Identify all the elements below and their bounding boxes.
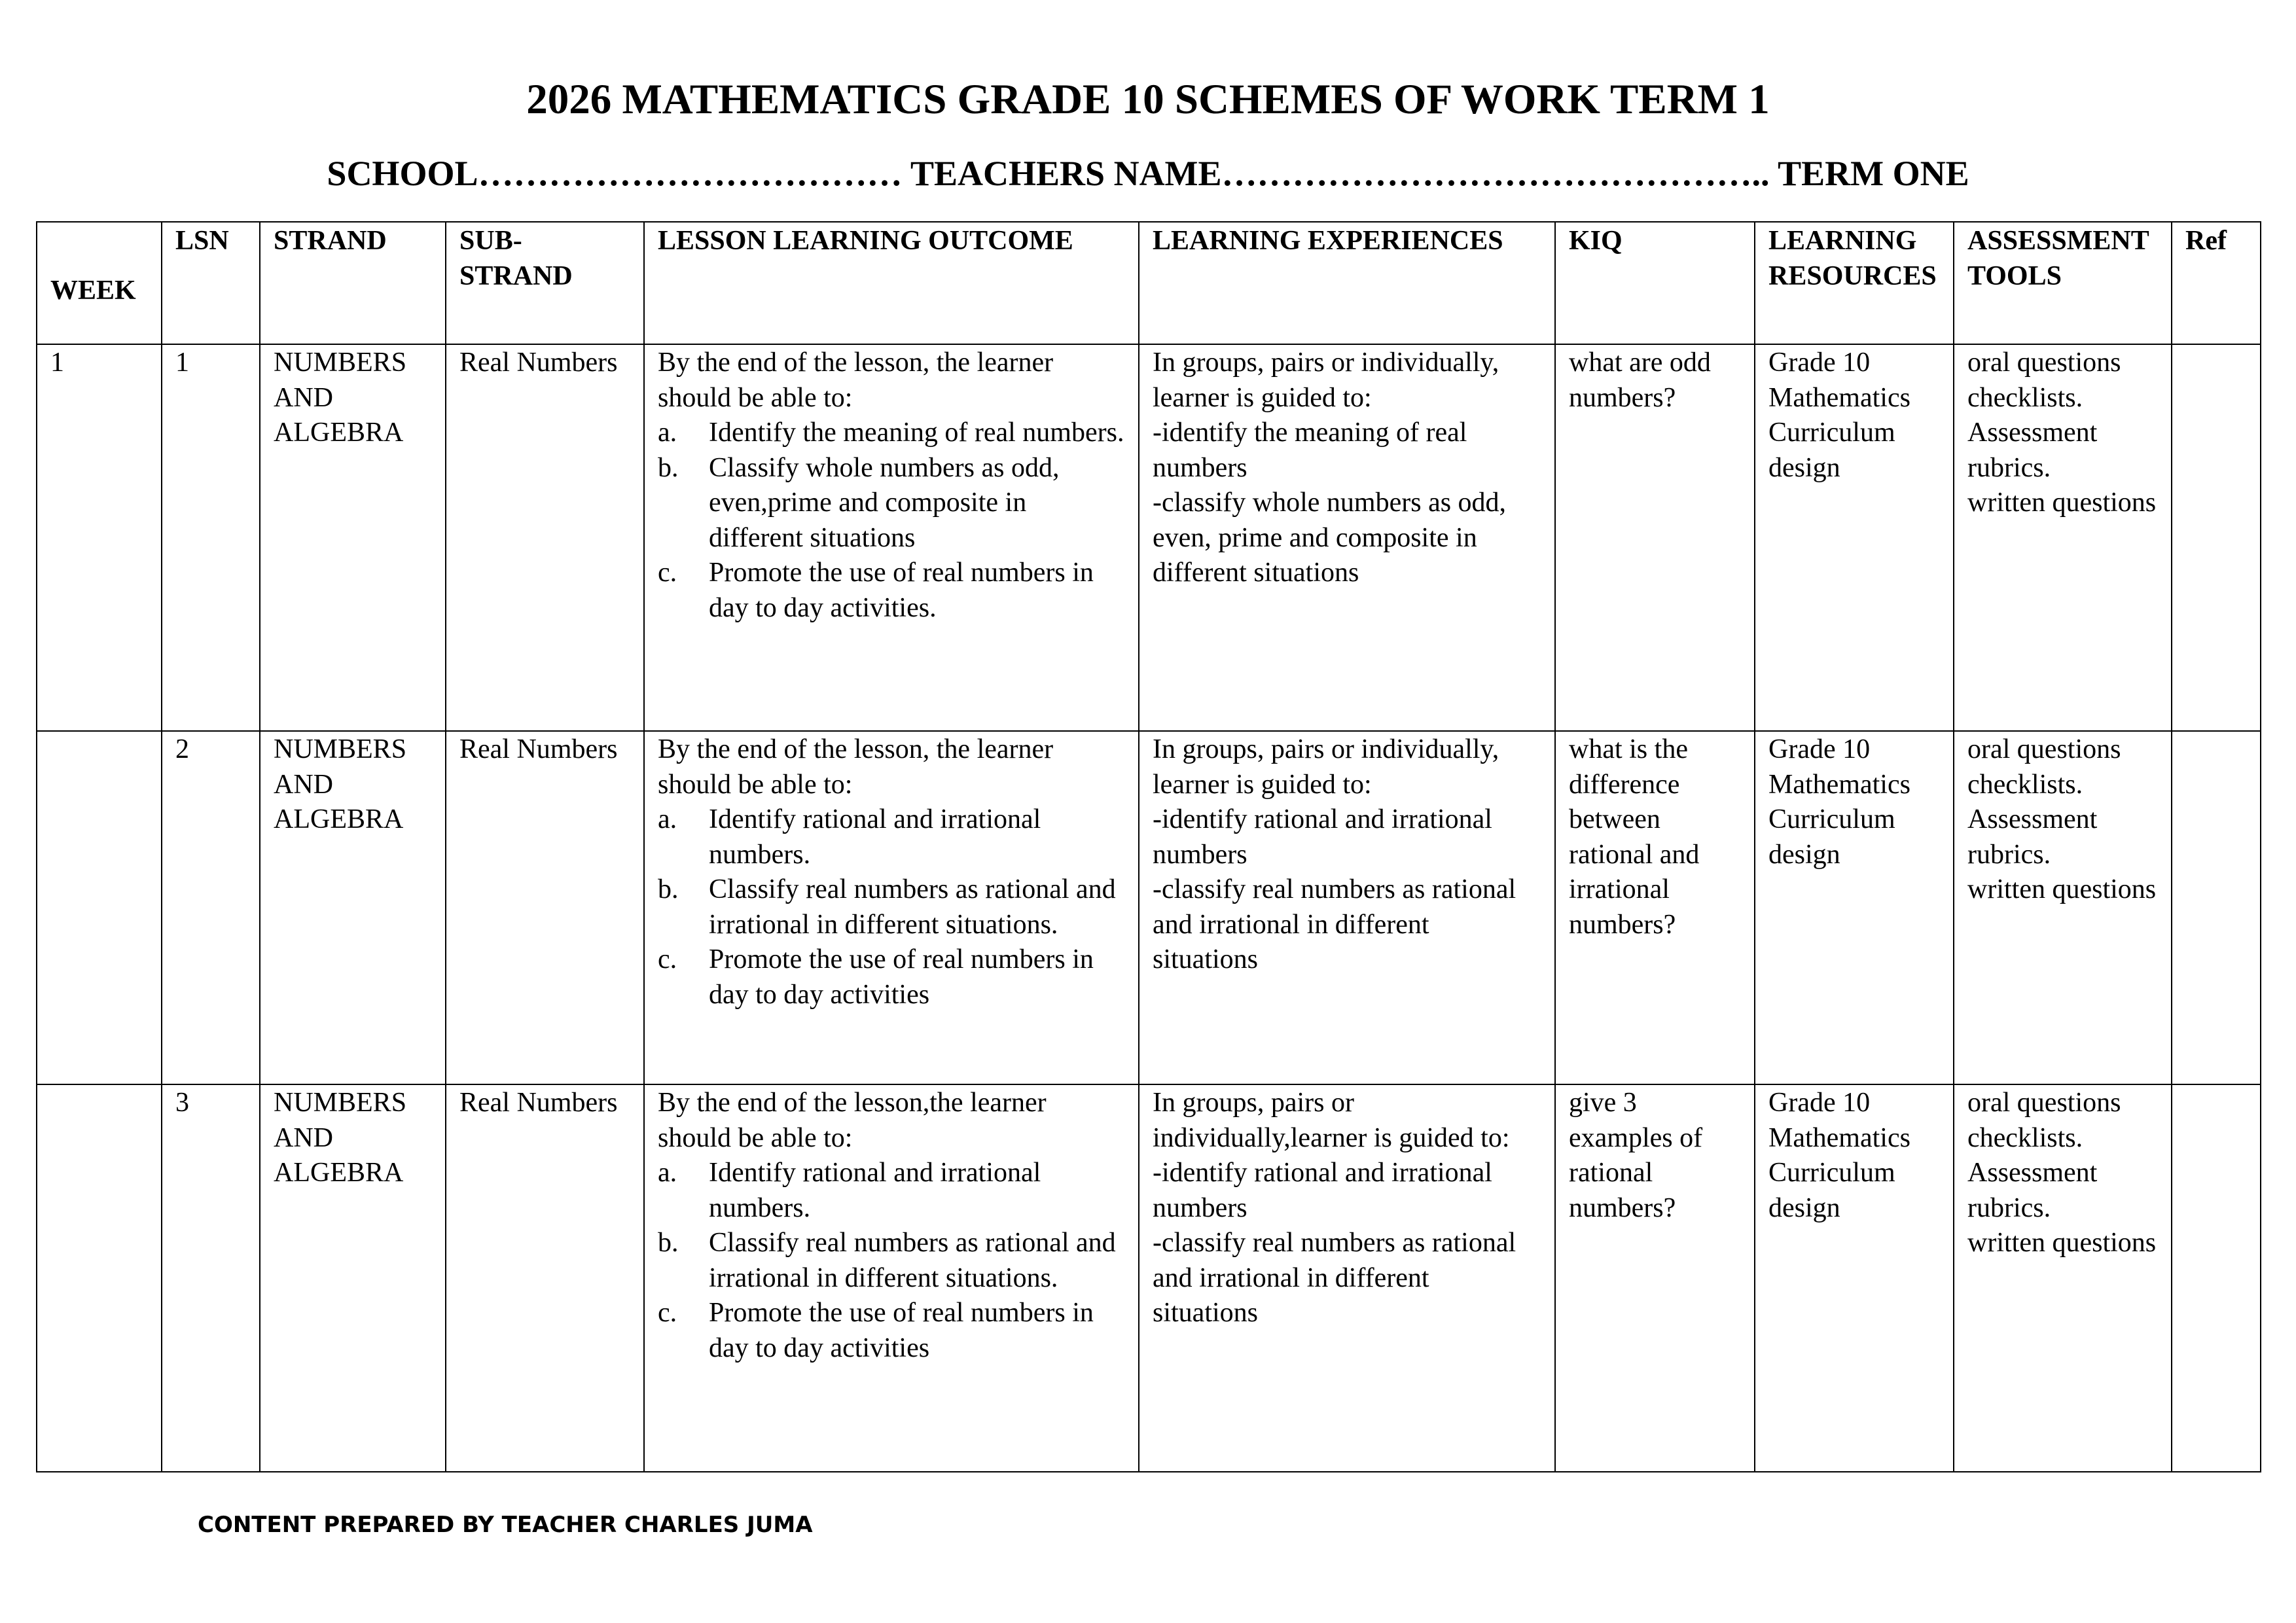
cell-sub-strand: Real Numbers xyxy=(446,731,644,1084)
experiences-intro: In groups, pairs or individually, learner is guided to: xyxy=(1153,734,1499,800)
outcome-text: Identify rational and irrational numbers. xyxy=(709,804,1041,870)
experience-item: -identify the meaning of real numbers xyxy=(1153,418,1467,483)
table-row xyxy=(37,731,2261,1084)
cell-experiences xyxy=(1139,731,1555,1084)
experiences-intro: In groups, pairs or individually, learner is guided to: xyxy=(1153,348,1499,413)
cell-ref xyxy=(2172,344,2261,731)
list-item xyxy=(658,872,1125,942)
cell-ref xyxy=(2172,731,2261,1084)
list-item xyxy=(658,451,1125,556)
assessment-item: written questions xyxy=(1967,874,2157,904)
document-subtitle: SCHOOL……………………………… TEACHERS NAME……………………………………….. TERM ONE xyxy=(327,154,1969,193)
list-marker: c. xyxy=(658,1298,677,1328)
outcome-text: Promote the use of real numbers in day to day activities xyxy=(709,1298,1094,1363)
outcome-text: Classify real numbers as rational and irrational in different situations. xyxy=(709,1228,1116,1293)
table-row xyxy=(37,344,2261,731)
table-row xyxy=(37,1084,2261,1472)
cell-resources: Grade 10 Mathematics Curriculum design xyxy=(1755,344,1954,731)
cell-ref xyxy=(2172,1084,2261,1472)
cell-outcome xyxy=(644,1084,1139,1472)
list-marker: b. xyxy=(658,1228,679,1258)
experience-item: -classify whole numbers as odd, even, prime and composite in different situations xyxy=(1153,488,1507,588)
cell-lsn: 1 xyxy=(162,344,260,731)
experience-item: -classify real numbers as rational and irrational in different situations xyxy=(1153,874,1516,974)
assessment-item: oral questions xyxy=(1967,1088,2121,1118)
cell-kiq: give 3 examples of rational numbers? xyxy=(1555,1084,1755,1472)
assessment-item: checklists. xyxy=(1967,382,2083,413)
list-marker: a. xyxy=(658,418,677,448)
cell-assessment xyxy=(1954,344,2172,731)
list-item xyxy=(658,1156,1125,1226)
header-sub-strand: SUB-STRAND xyxy=(446,222,644,344)
outcome-intro: By the end of the lesson, the learner should be able to: xyxy=(658,734,1054,800)
experience-item: -classify real numbers as rational and irrational in different situations xyxy=(1153,1228,1516,1328)
assessment-item: Assessment rubrics. xyxy=(1967,418,2098,483)
assessment-item: oral questions xyxy=(1967,734,2121,764)
cell-strand: NUMBERS AND ALGEBRA xyxy=(260,1084,446,1472)
document-title: 2026 MATHEMATICS GRADE 10 SCHEMES OF WORK TERM 1 xyxy=(526,76,1770,123)
list-item xyxy=(658,802,1125,872)
cell-week xyxy=(37,1084,162,1472)
cell-experiences xyxy=(1139,1084,1555,1472)
cell-sub-strand: Real Numbers xyxy=(446,1084,644,1472)
outcome-intro: By the end of the lesson, the learner should be able to: xyxy=(658,348,1054,413)
list-item xyxy=(658,416,1125,451)
outcome-text: Identify the meaning of real numbers. xyxy=(709,418,1124,448)
cell-lsn: 3 xyxy=(162,1084,260,1472)
cell-experiences xyxy=(1139,344,1555,731)
list-marker: c. xyxy=(658,558,677,588)
outcome-text: Classify real numbers as rational and irrational in different situations. xyxy=(709,874,1116,940)
list-item xyxy=(658,942,1125,1012)
outcome-text: Promote the use of real numbers in day to day activities. xyxy=(709,558,1094,623)
cell-lsn: 2 xyxy=(162,731,260,1084)
assessment-item: checklists. xyxy=(1967,1122,2083,1153)
cell-sub-strand: Real Numbers xyxy=(446,344,644,731)
header-assessment: ASSESSMENT TOOLS xyxy=(1954,222,2172,344)
header-week: WEEK xyxy=(37,222,162,344)
outcome-list xyxy=(658,416,1125,626)
list-item xyxy=(658,1226,1125,1296)
assessment-item: written questions xyxy=(1967,1228,2157,1258)
cell-outcome xyxy=(644,344,1139,731)
cell-strand: NUMBERS AND ALGEBRA xyxy=(260,731,446,1084)
outcome-text: Classify whole numbers as odd, even,prime and composite in different situations xyxy=(709,452,1060,553)
experience-item: -identify rational and irrational numbers xyxy=(1153,1158,1492,1223)
table-header-row xyxy=(37,222,2261,344)
assessment-item: written questions xyxy=(1967,488,2157,518)
outcome-list xyxy=(658,802,1125,1012)
list-item xyxy=(658,556,1125,626)
list-marker: b. xyxy=(658,452,679,483)
header-experiences: LEARNING EXPERIENCES xyxy=(1139,222,1555,344)
header-strand: STRAND xyxy=(260,222,446,344)
header-lsn: LSN xyxy=(162,222,260,344)
outcome-intro: By the end of the lesson,the learner should be able to: xyxy=(658,1088,1047,1153)
footer-credit: CONTENT PREPARED BY TEACHER CHARLES JUMA xyxy=(198,1512,813,1538)
experience-item: -identify rational and irrational numbers xyxy=(1153,804,1492,870)
list-marker: c. xyxy=(658,944,677,974)
cell-resources: Grade 10 Mathematics Curriculum design xyxy=(1755,731,1954,1084)
cell-assessment xyxy=(1954,1084,2172,1472)
outcome-text: Promote the use of real numbers in day to day activities xyxy=(709,944,1094,1010)
header-kiq: KIQ xyxy=(1555,222,1755,344)
schemes-of-work-table xyxy=(36,221,2261,1472)
experiences-intro: In groups, pairs or individually,learner is guided to: xyxy=(1153,1088,1510,1153)
cell-outcome xyxy=(644,731,1139,1084)
cell-assessment xyxy=(1954,731,2172,1084)
list-marker: a. xyxy=(658,804,677,834)
outcome-text: Identify rational and irrational numbers. xyxy=(709,1158,1041,1223)
outcome-list xyxy=(658,1156,1125,1366)
assessment-item: oral questions xyxy=(1967,348,2121,378)
cell-resources: Grade 10 Mathematics Curriculum design xyxy=(1755,1084,1954,1472)
assessment-item: checklists. xyxy=(1967,769,2083,800)
cell-week xyxy=(37,731,162,1084)
header-resources: LEARNING RESOURCES xyxy=(1755,222,1954,344)
header-ref: Ref xyxy=(2172,222,2261,344)
cell-kiq: what are odd numbers? xyxy=(1555,344,1755,731)
list-item xyxy=(658,1296,1125,1366)
assessment-item: Assessment rubrics. xyxy=(1967,804,2098,870)
header-outcome: LESSON LEARNING OUTCOME xyxy=(644,222,1139,344)
list-marker: b. xyxy=(658,874,679,904)
cell-week: 1 xyxy=(37,344,162,731)
assessment-item: Assessment rubrics. xyxy=(1967,1158,2098,1223)
cell-strand: NUMBERS AND ALGEBRA xyxy=(260,344,446,731)
cell-kiq: what is the difference between rational and irrational numbers? xyxy=(1555,731,1755,1084)
list-marker: a. xyxy=(658,1158,677,1188)
